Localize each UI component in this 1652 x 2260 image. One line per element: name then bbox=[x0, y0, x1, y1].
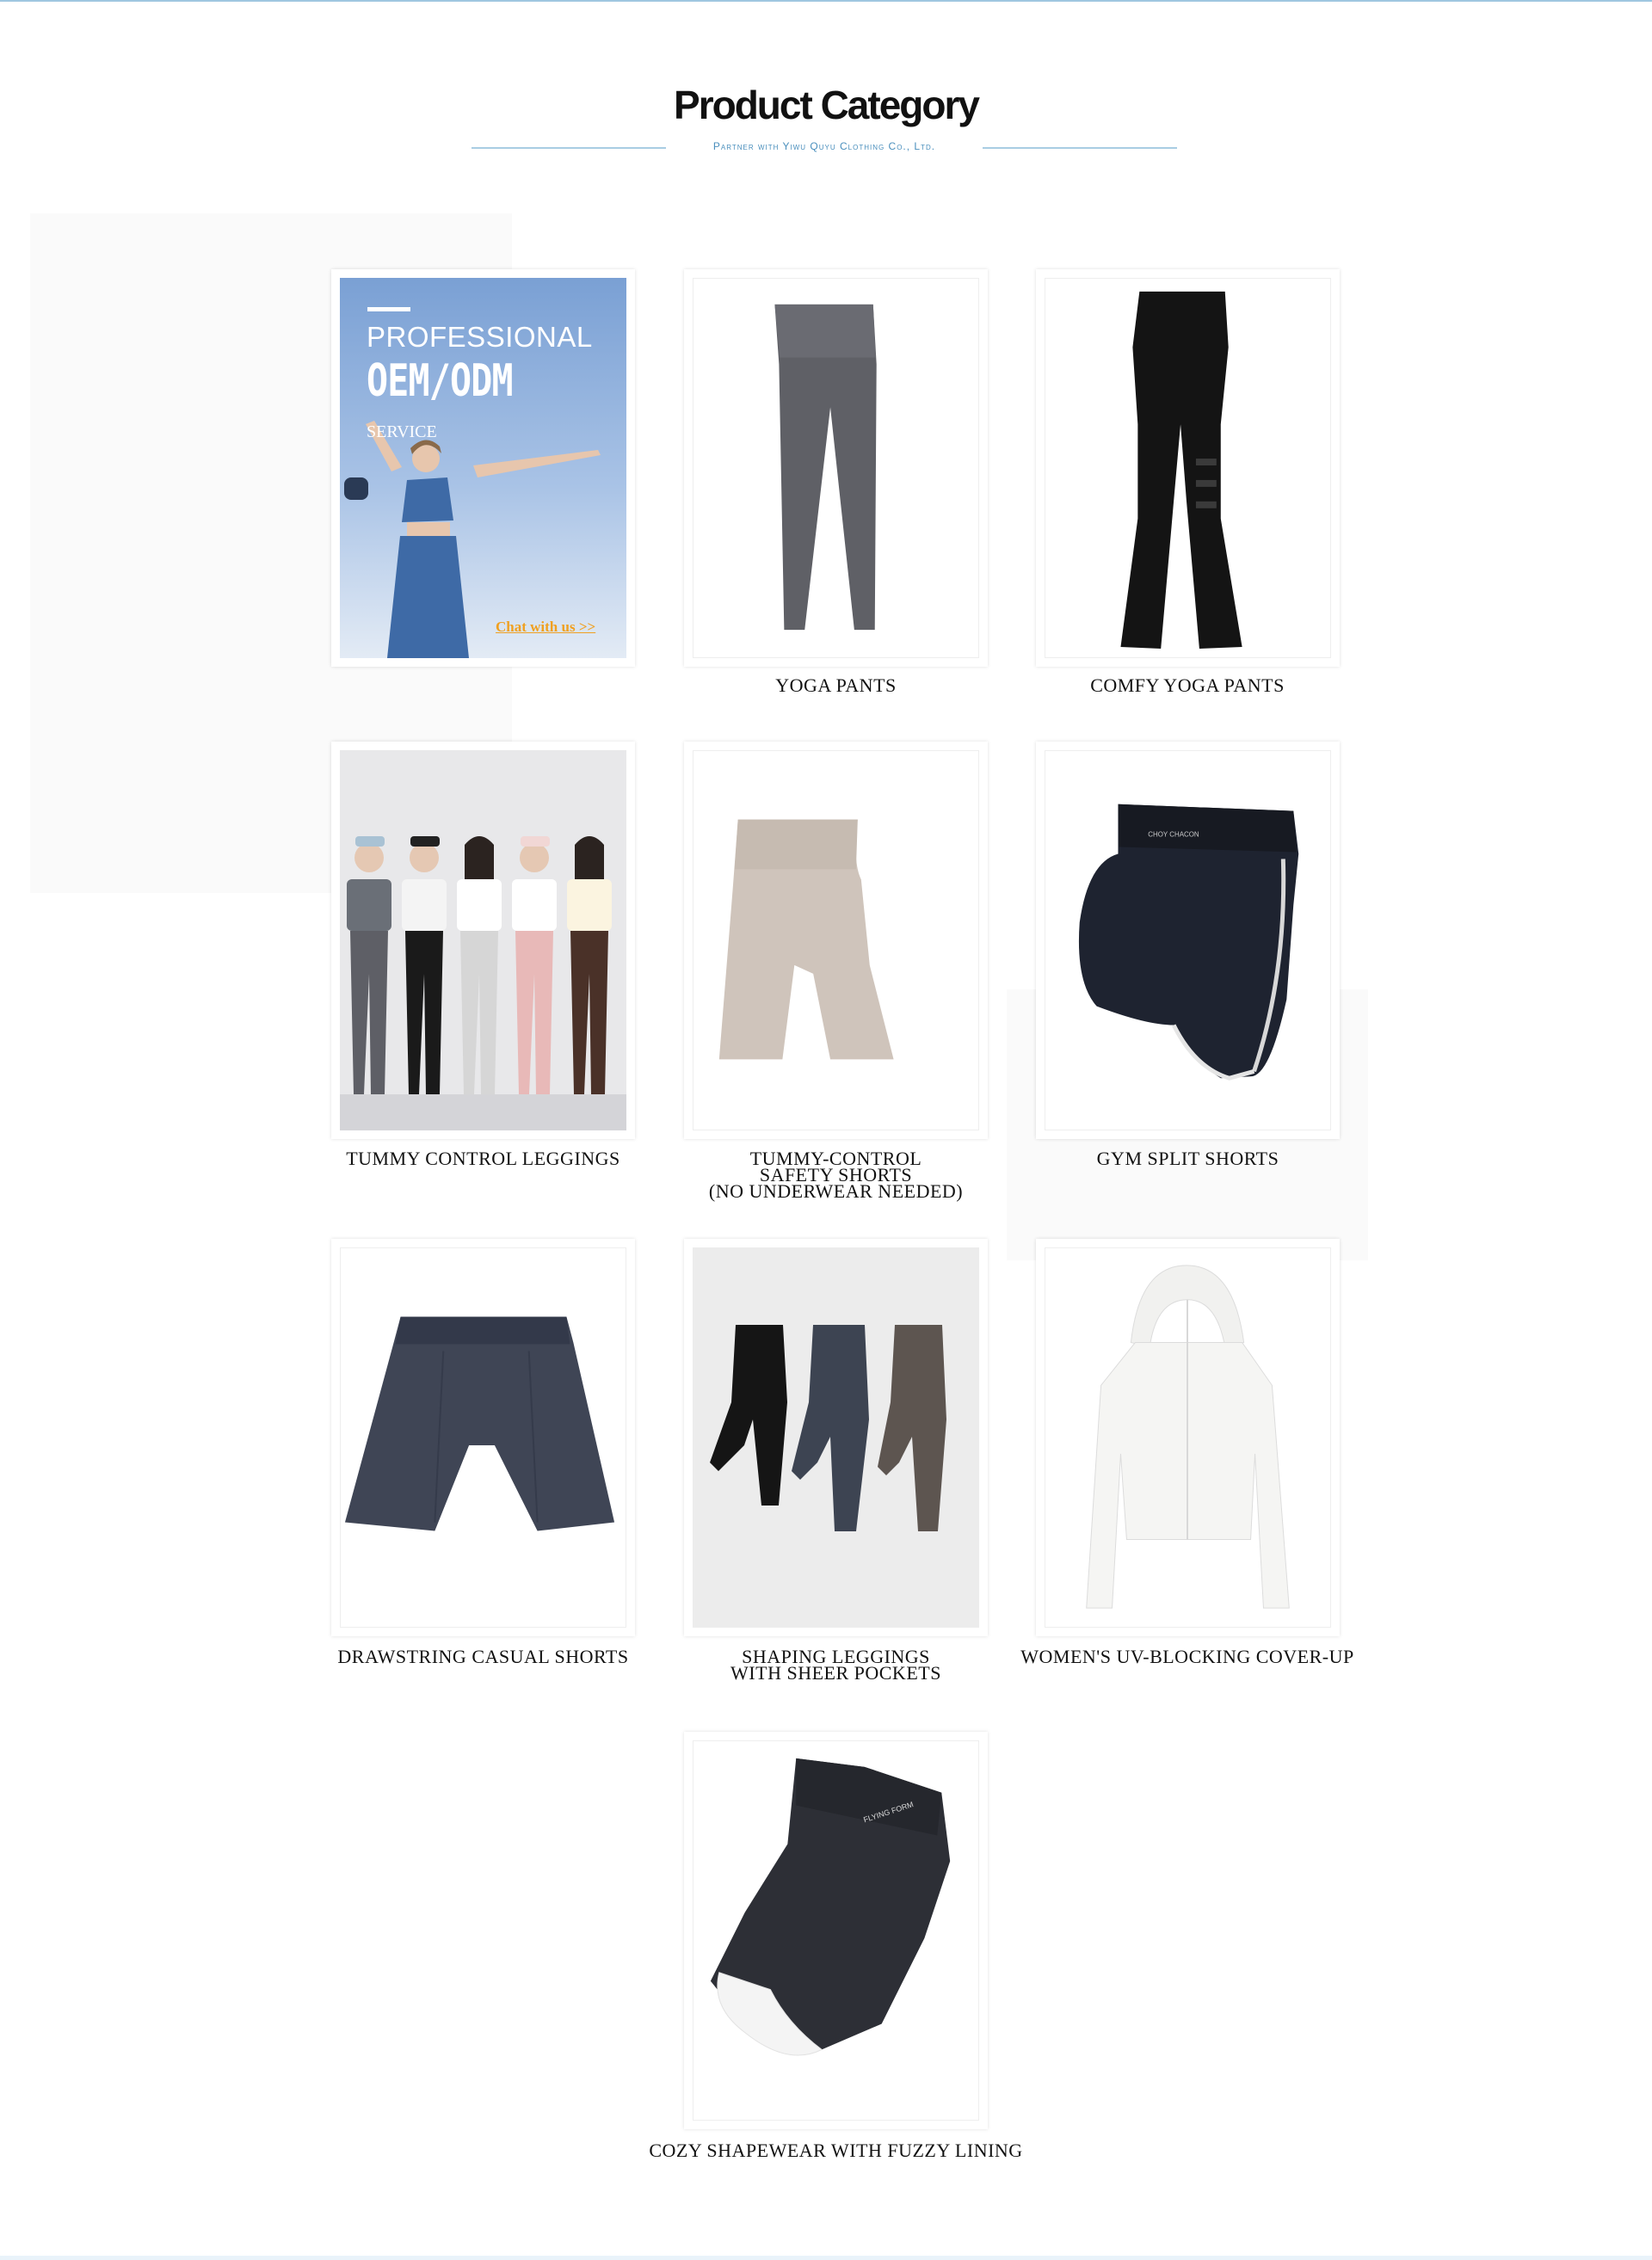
subtitle-row bbox=[472, 138, 1177, 157]
top-accent-line bbox=[0, 0, 1652, 2]
white-hoodie-image bbox=[1045, 1248, 1330, 1627]
chat-with-us-link[interactable]: Chat with us >> bbox=[496, 619, 596, 635]
subtitle-line-right bbox=[983, 147, 1177, 149]
three-folded-leggings-image bbox=[693, 1247, 979, 1628]
page-title: Product Category bbox=[674, 83, 978, 127]
product-card-shaping-leggings[interactable] bbox=[684, 1239, 988, 1636]
banner-line3: SERVICE bbox=[367, 422, 437, 441]
product-card-uv-cover-up[interactable] bbox=[1036, 1239, 1340, 1636]
navy-casual-shorts-image bbox=[341, 1248, 626, 1627]
product-card-safety-shorts[interactable] bbox=[684, 742, 988, 1139]
product-card-tummy-control-leggings[interactable] bbox=[331, 742, 635, 1139]
fleece-lined-leggings-image bbox=[693, 1741, 978, 2120]
product-caption[interactable]: DRAWSTRING CASUAL SHORTS bbox=[337, 1646, 629, 1667]
beige-shorts-image bbox=[693, 751, 978, 1130]
product-caption[interactable]: SHAPING LEGGINGS WITH SHEER POCKETS bbox=[730, 1646, 941, 1684]
svg-text:FLYING FORM: FLYING FORM bbox=[862, 1800, 915, 1825]
navy-split-shorts-image bbox=[1045, 751, 1330, 1130]
product-card-gym-split-shorts[interactable] bbox=[1036, 742, 1340, 1139]
models-in-leggings-image bbox=[340, 750, 626, 1130]
product-caption[interactable]: COZY SHAPEWEAR WITH FUZZY LINING bbox=[649, 2140, 1023, 2161]
product-caption[interactable]: TUMMY-CONTROL SAFETY SHORTS (NO UNDERWEAR NEEDED) bbox=[708, 1148, 964, 1202]
bottom-accent-line bbox=[0, 2256, 1652, 2260]
product-card-drawstring-shorts[interactable] bbox=[331, 1239, 635, 1636]
product-caption[interactable]: GYM SPLIT SHORTS bbox=[1096, 1148, 1279, 1169]
product-caption[interactable]: YOGA PANTS bbox=[775, 674, 897, 696]
page-subtitle: Partner with Yiwu Quyu Clothing Co., Ltd. bbox=[712, 140, 936, 152]
grey-leggings-image bbox=[693, 279, 978, 657]
product-card-comfy-yoga-pants[interactable] bbox=[1036, 269, 1340, 667]
banner-line2: OEM/ODM bbox=[367, 355, 513, 407]
product-caption[interactable]: TUMMY CONTROL LEGGINGS bbox=[346, 1148, 620, 1169]
promo-banner-card[interactable] bbox=[331, 269, 635, 667]
product-caption[interactable]: COMFY YOGA PANTS bbox=[1090, 674, 1285, 696]
product-card-yoga-pants[interactable] bbox=[684, 269, 988, 667]
black-flare-pants-image bbox=[1045, 279, 1330, 657]
svg-text:CHOY CHACON: CHOY CHACON bbox=[1148, 830, 1199, 839]
product-caption[interactable]: WOMEN'S UV-BLOCKING COVER-UP bbox=[1020, 1646, 1354, 1667]
banner-line1: PROFESSIONAL bbox=[367, 321, 593, 353]
product-card-cozy-shapewear[interactable] bbox=[684, 1732, 988, 2129]
